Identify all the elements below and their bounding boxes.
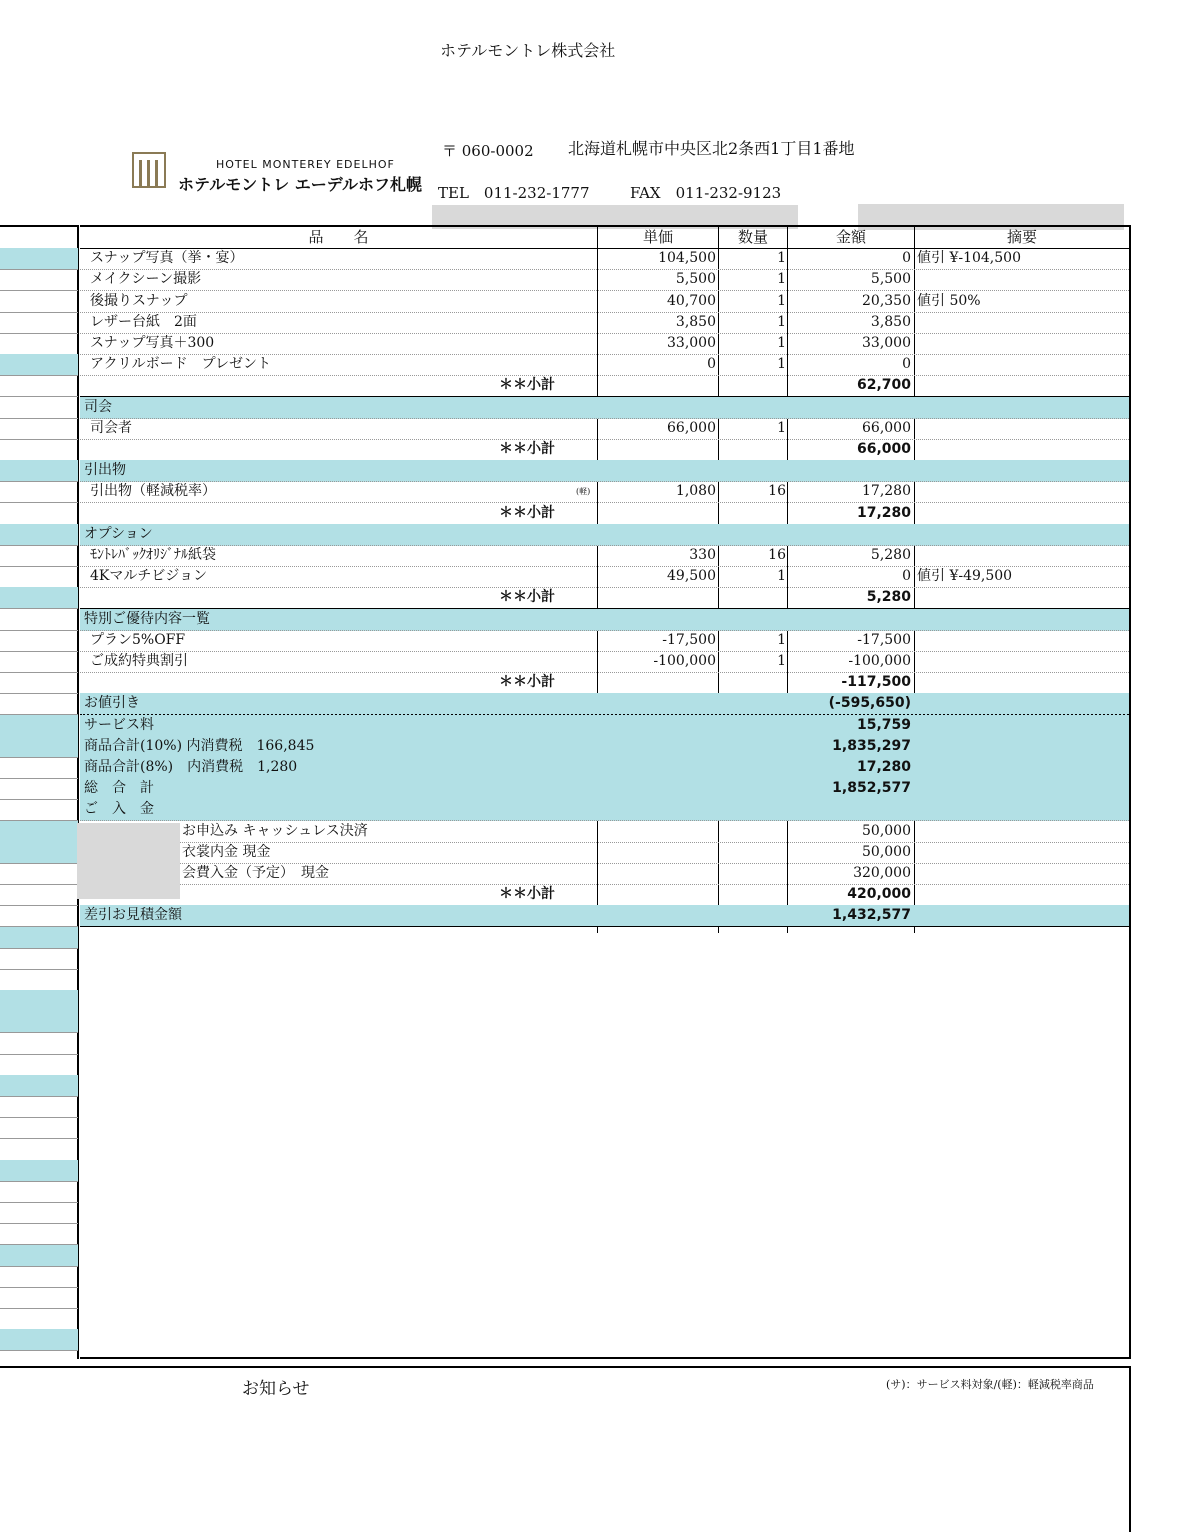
postal-code: 〒 060-0002 (442, 142, 534, 160)
table-row (80, 630, 1129, 652)
subtotal-row (80, 587, 1129, 609)
left-strip-row (0, 651, 78, 673)
total-row (80, 715, 1129, 738)
unit-price: 49,500 (667, 568, 716, 585)
left-strip-row (0, 587, 78, 609)
left-strip-row (0, 736, 78, 758)
left-strip-row (0, 1139, 78, 1161)
total-label: 商品合計(10%) 内消費税 166,845 (84, 737, 315, 754)
left-strip-row (0, 927, 78, 949)
left-strip-row (0, 312, 78, 334)
total-amount: 1,835,297 (832, 737, 911, 754)
unit-price: -17,500 (662, 631, 716, 648)
left-strip-row (0, 1202, 78, 1224)
total-label: 総 合 計 (84, 780, 154, 797)
amount: 66,000 (862, 419, 911, 436)
quantity: 1 (777, 313, 786, 330)
left-strip-row (0, 397, 78, 419)
item-name: メイクシーン撮影 (90, 271, 202, 288)
left-strip-row (0, 1117, 78, 1139)
quantity: 1 (777, 631, 786, 648)
total-label: 商品合計(8%) 内消費税 1,280 (84, 759, 298, 775)
section-label: 特別ご優待内容一覧 (84, 610, 210, 627)
fax-number: FAX 011-232-9123 (630, 184, 782, 202)
unit-price: -100,000 (653, 653, 716, 669)
left-strip-row (0, 1308, 78, 1330)
item-name: スナップ写真（挙・宴） (90, 250, 244, 267)
table-row (80, 651, 1129, 673)
amount: 5,500 (870, 271, 911, 288)
final-total-row (80, 905, 1129, 927)
unit-price: 40,700 (667, 292, 716, 309)
left-strip-row (0, 799, 78, 821)
subtotal-label: ＊＊小計 (499, 441, 555, 457)
section-label: オプション (84, 525, 153, 542)
section-label: ご 入 金 (84, 801, 154, 818)
remark (917, 269, 1127, 290)
left-strip-row (0, 821, 78, 843)
subtotal-label: ＊＊小計 (499, 886, 555, 903)
final-label: 差引お見積金額 (84, 907, 182, 924)
left-strip-row (0, 693, 78, 715)
left-strip-row (0, 1181, 78, 1203)
company-name: ホテルモントレ株式会社 (440, 41, 616, 60)
legend-note: (サ)：サービス料対象/(軽)：軽減税率商品 (886, 1378, 1094, 1391)
redacted-block (77, 823, 180, 899)
subtotal-amount: 5,280 (866, 589, 911, 606)
left-strip-row (0, 291, 78, 313)
left-strip-row (0, 757, 78, 779)
left-strip-row (0, 1011, 78, 1033)
total-row (80, 693, 1129, 716)
left-strip-row (0, 460, 78, 482)
item-name: ﾓﾝﾄﾚﾊﾞｯｸｵﾘｼﾞﾅﾙ紙袋 (90, 547, 216, 563)
remark (917, 630, 1127, 651)
table-row (80, 312, 1129, 334)
table-row (80, 333, 1129, 355)
amount: 0 (902, 356, 911, 373)
subtotal-amount: 420,000 (847, 886, 911, 903)
left-strip-row (0, 990, 78, 1012)
unit-price: 5,500 (675, 271, 716, 288)
subtotal-label: ＊＊小計 (499, 589, 555, 606)
quantity: 16 (768, 547, 786, 563)
left-strip-row (0, 524, 78, 546)
payment-row (80, 842, 1129, 864)
section-label: 司会 (84, 398, 112, 415)
subtotal-row (80, 439, 1129, 461)
column-header-note: 摘要 (1006, 228, 1037, 246)
quantity: 1 (777, 271, 786, 288)
table-row (80, 248, 1129, 270)
table-row (80, 269, 1129, 291)
payment-row (80, 863, 1129, 885)
quantity: 1 (777, 419, 786, 436)
quantity: 1 (777, 250, 786, 267)
table-row (80, 566, 1129, 588)
left-strip-row (0, 1096, 78, 1118)
subtotal-amount: 17,280 (856, 504, 911, 521)
subtotal-row (80, 884, 1129, 906)
item-name: 引出物（軽減税率） (90, 483, 216, 500)
section-row (80, 609, 1129, 631)
left-strip-row (0, 1075, 78, 1097)
total-label: サービス料 (84, 716, 154, 733)
column-header-qty: 数量 (737, 228, 768, 246)
unit-price: 66,000 (667, 419, 716, 436)
address: 北海道札幌市中央区北2条西1丁目1番地 (568, 139, 855, 158)
left-strip-row (0, 1287, 78, 1309)
left-strip-row (0, 1223, 78, 1245)
unit-price: 104,500 (658, 250, 716, 267)
payment-name: 衣裳内金 現金 (182, 843, 271, 860)
subtotal-label: ＊＊小計 (499, 377, 555, 394)
hotel-logo-icon (132, 152, 166, 188)
table-row (80, 291, 1129, 313)
left-strip-row (0, 269, 78, 291)
item-name: アクリルボード プレゼント (90, 356, 272, 373)
notice-title: お知らせ (242, 1379, 310, 1399)
quantity: 1 (777, 356, 786, 373)
amount: 33,000 (862, 335, 911, 351)
logo-english-text: HOTEL MONTEREY EDELHOF (216, 158, 395, 171)
total-label: お値引き (84, 695, 140, 712)
item-name: レザー台紙 2面 (90, 313, 197, 330)
unit-price: 330 (689, 547, 716, 563)
section-row (80, 799, 1129, 821)
left-strip-row (0, 630, 78, 652)
amount: 20,350 (862, 292, 911, 309)
left-strip-row (0, 248, 78, 270)
amount: 0 (902, 250, 911, 267)
final-amount: 1,432,577 (832, 907, 911, 924)
estimate-table (80, 225, 1131, 1359)
left-strip-row (0, 672, 78, 694)
left-strip-row (0, 1245, 78, 1267)
table-row (80, 545, 1129, 567)
item-name: スナップ写真＋300 (90, 335, 215, 351)
payment-amount: 50,000 (862, 822, 911, 839)
column-header-amount: 金額 (835, 228, 866, 246)
left-strip-row (0, 863, 78, 885)
left-strip-row (0, 227, 78, 249)
left-strip-row (0, 609, 78, 631)
total-row (80, 778, 1129, 800)
subtotal-row (80, 503, 1129, 525)
item-name: 後撮りスナップ (90, 292, 188, 309)
left-info-column (0, 225, 79, 1359)
left-strip-row (0, 354, 78, 376)
remark (917, 651, 1127, 672)
amount: 17,280 (862, 483, 911, 500)
remark: 値引 ¥-104,500 (917, 250, 1021, 267)
left-strip-row (0, 715, 78, 737)
left-strip-row (0, 439, 78, 461)
left-strip-row (0, 1054, 78, 1076)
section-row (80, 460, 1129, 482)
total-row (80, 757, 1129, 779)
remark: 値引 50% (917, 292, 981, 309)
left-strip-row (0, 418, 78, 440)
unit-price: 33,000 (667, 335, 716, 351)
total-amount: 1,852,577 (832, 780, 911, 797)
remark (917, 354, 1127, 375)
total-row (80, 736, 1129, 759)
left-strip-row (0, 1033, 78, 1055)
subtotal-amount: 66,000 (856, 441, 911, 457)
payment-name: 会費入金（予定） 現金 (182, 865, 329, 881)
amount: -17,500 (857, 631, 911, 648)
item-name: ご成約特典割引 (90, 653, 188, 669)
unit-price: 3,850 (675, 313, 716, 330)
remark (917, 418, 1127, 439)
left-strip-row (0, 969, 78, 991)
left-strip-row (0, 566, 78, 588)
remark (917, 333, 1127, 354)
left-strip-row (0, 778, 78, 800)
payment-name: お申込み キャッシュレス決済 (182, 822, 368, 839)
payment-amount: 320,000 (853, 865, 911, 881)
unit-price: 1,080 (675, 483, 716, 500)
item-name: 司会者 (90, 419, 132, 436)
table-row (80, 418, 1129, 440)
logo-japanese-text: ホテルモントレ エーデルホフ札幌 (178, 175, 422, 194)
quantity: 1 (777, 335, 786, 351)
section-label: 引出物 (84, 462, 126, 479)
tel-number: TEL 011-232-1777 (438, 184, 590, 202)
table-row (80, 481, 1129, 503)
quantity: 1 (777, 568, 786, 585)
amount: 3,850 (870, 313, 911, 330)
left-strip-row (0, 545, 78, 567)
left-strip-row (0, 481, 78, 503)
payment-amount: 50,000 (862, 843, 911, 860)
section-row (80, 524, 1129, 546)
total-amount: 15,759 (856, 716, 911, 733)
item-name: プラン5%OFF (90, 631, 186, 648)
reduced-tax-mark: (軽) (576, 487, 591, 497)
table-header-row (80, 227, 1129, 249)
left-strip-row (0, 1329, 78, 1351)
amount: 0 (902, 568, 911, 585)
left-strip-row (0, 375, 78, 397)
column-header-unit: 単価 (642, 228, 673, 246)
left-strip-row (0, 1160, 78, 1182)
left-strip-row (0, 842, 78, 864)
amount: -100,000 (848, 653, 911, 669)
quantity: 1 (777, 653, 786, 669)
total-amount: 17,280 (856, 759, 911, 775)
quantity: 16 (768, 483, 786, 500)
quantity: 1 (777, 292, 786, 309)
left-strip-row (0, 1266, 78, 1288)
subtotal-row (80, 375, 1129, 397)
column-header-name: 品 名 (308, 228, 369, 246)
remark (917, 545, 1127, 566)
total-amount: (-595,650) (828, 695, 911, 712)
subtotal-label: ＊＊小計 (499, 504, 555, 521)
unit-price: 0 (707, 356, 716, 373)
left-strip-row (0, 333, 78, 355)
left-strip-row (0, 884, 78, 906)
item-name: 4Kマルチビジョン (90, 568, 208, 585)
left-strip-row (0, 503, 78, 525)
table-row (80, 354, 1129, 376)
remark: 値引 ¥-49,500 (917, 568, 1013, 585)
section-row (80, 397, 1129, 419)
subtotal-amount: 62,700 (856, 377, 911, 394)
subtotal-row (80, 672, 1129, 694)
remark (917, 312, 1127, 333)
payment-row (80, 821, 1129, 843)
left-strip-row (0, 905, 78, 927)
subtotal-amount: -117,500 (841, 674, 911, 691)
subtotal-label: ＊＊小計 (499, 674, 555, 691)
left-strip-row (0, 948, 78, 970)
amount: 5,280 (870, 547, 911, 563)
remark (917, 481, 1127, 502)
